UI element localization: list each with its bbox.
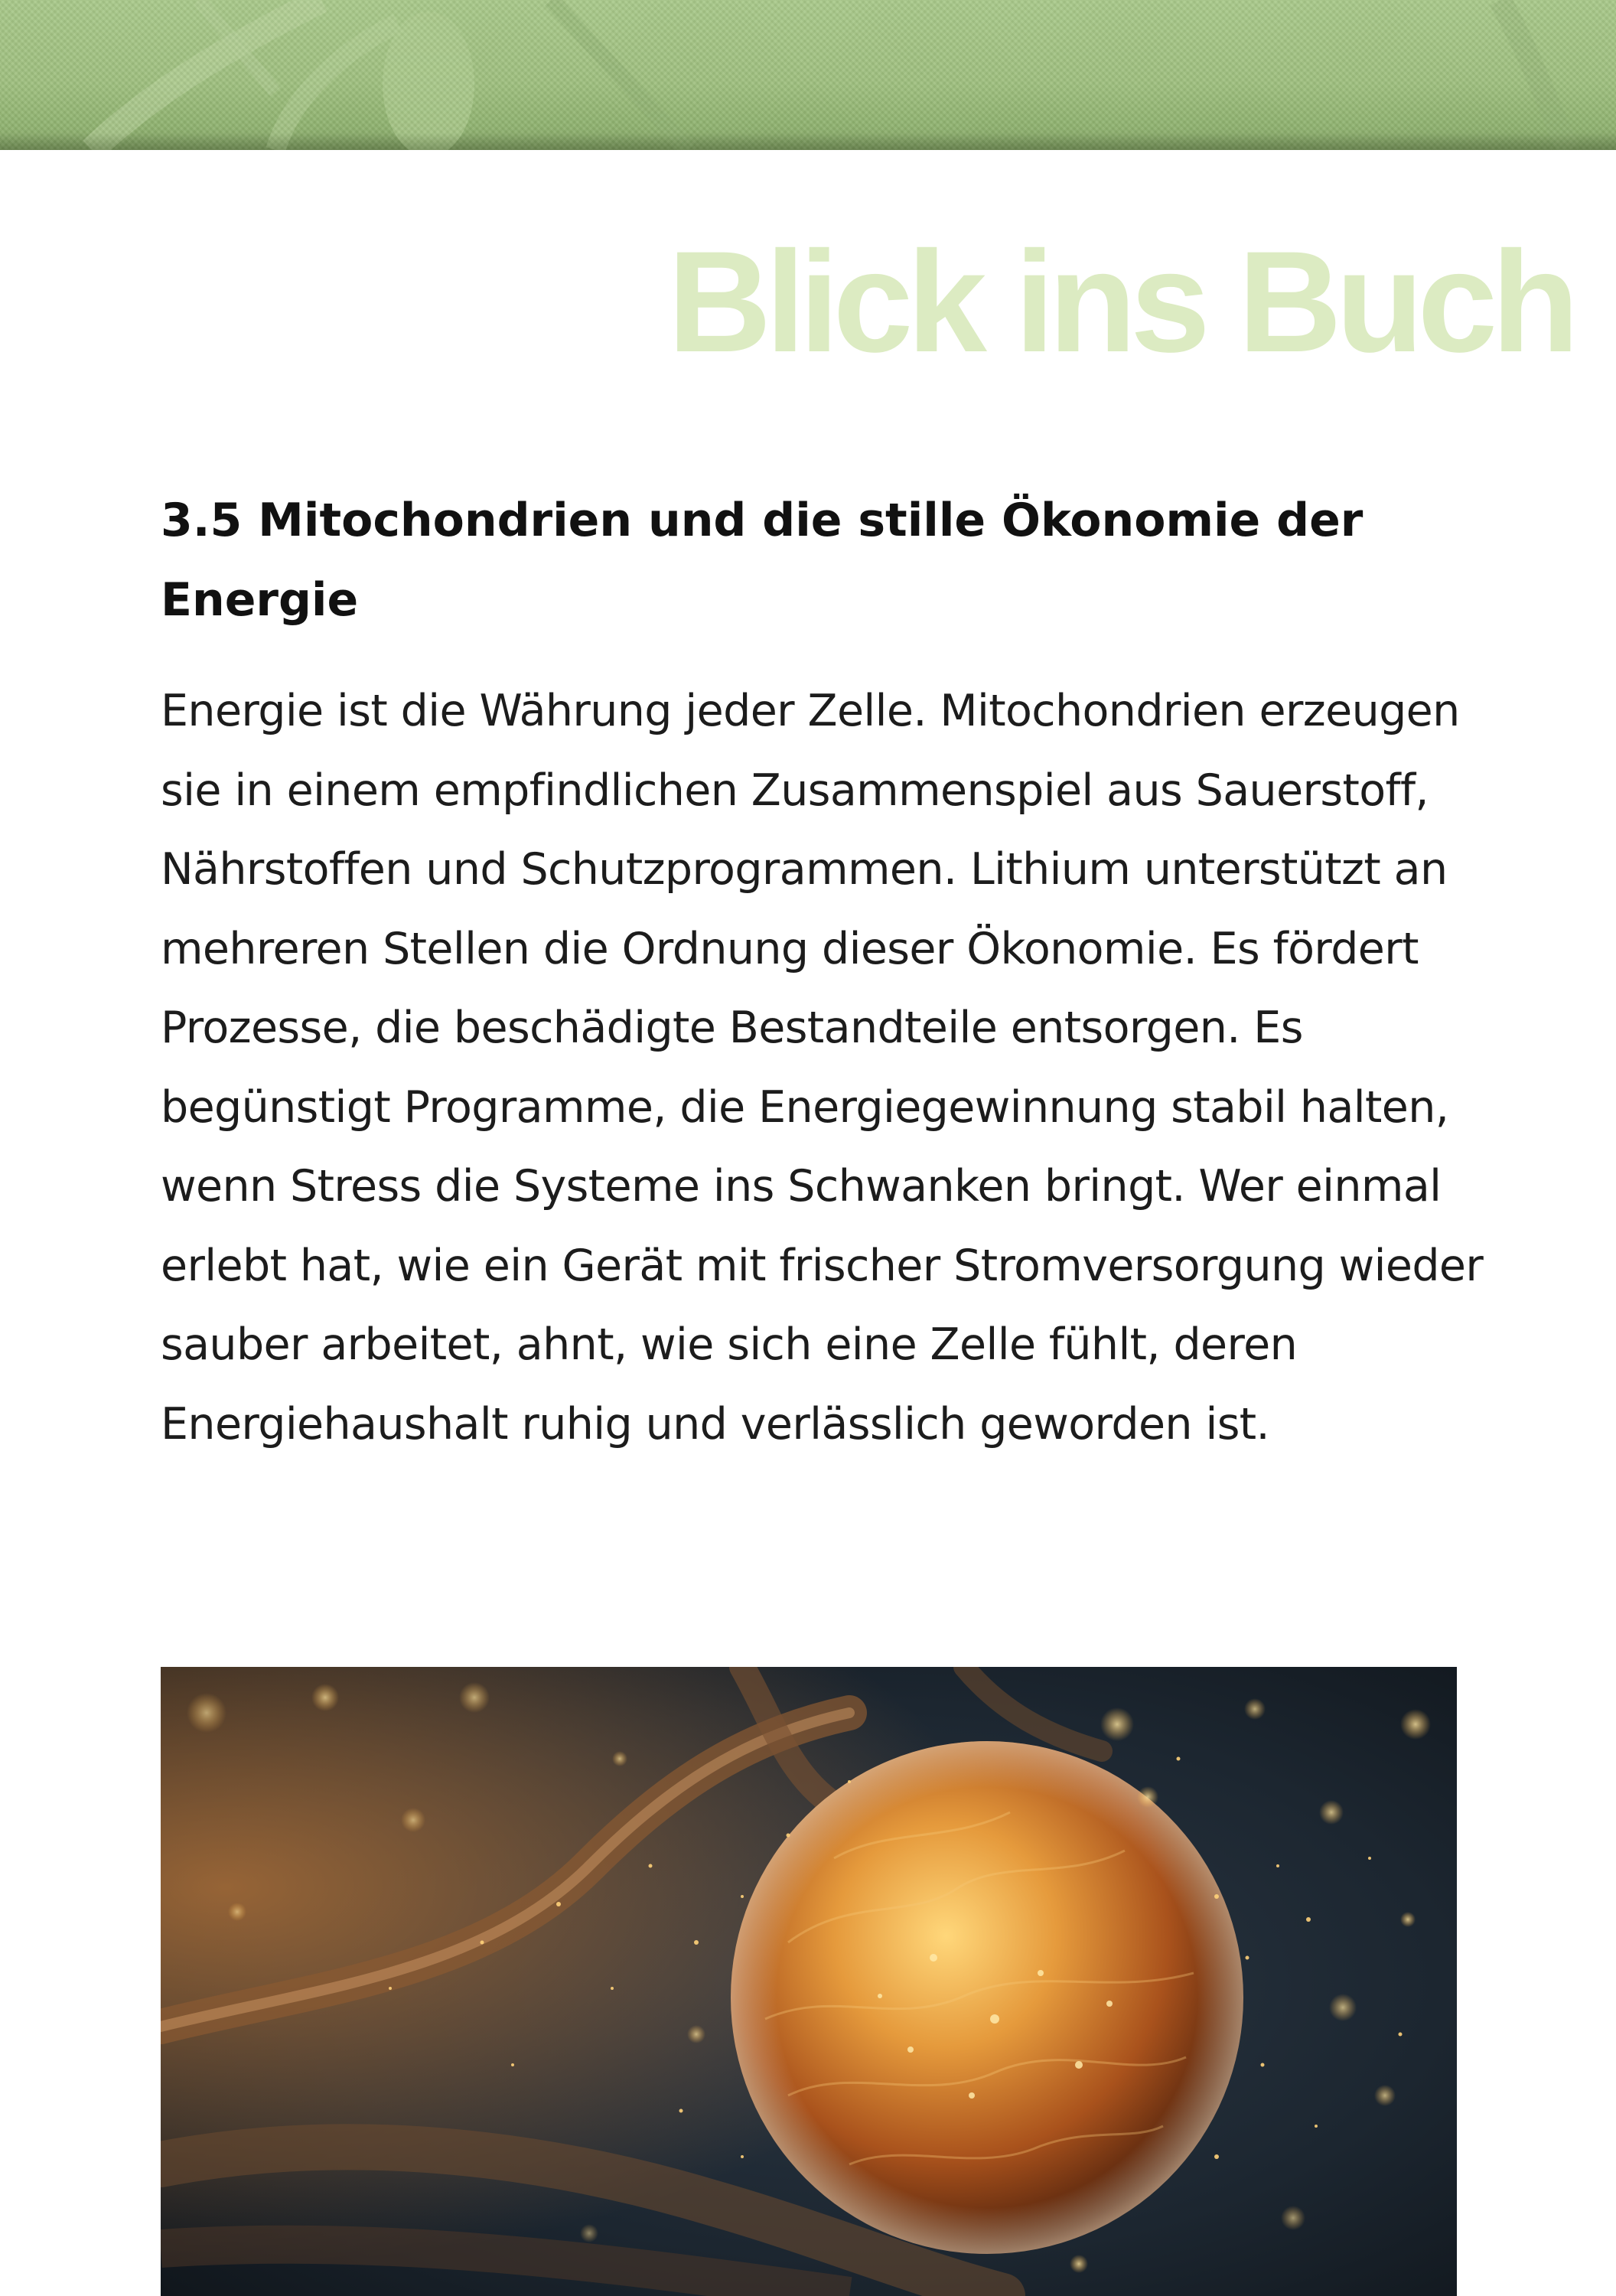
header-banner — [0, 0, 1616, 150]
chapter-body-text: Energie ist die Währung jeder Zelle. Mitochondrien erzeugen sie in einem empfindlichen Zusammenspiel aus Sauerstoff, Nährstoffen und Schutzprogrammen. Lithium unterstützt an mehreren Stellen die Ordnung dieser Ökonomie. Es fördert Prozesse, die beschädigte Bestandteile entsorgen. Es begünstigt Programme, die Energiegewinnung stabil halten, wenn Stress die Systeme ins Schwanken bringt. Wer einmal erlebt hat, wie ein Gerät mit frischer Stromversorgung wieder sauber arbeitet, ahnt, wie sich eine Zelle fühlt, deren Energiehaushalt ruhig und verlässlich geworden ist. — [161, 686, 1484, 1450]
banner-shadow — [0, 133, 1616, 150]
glowing-cell-icon — [161, 1667, 1457, 2296]
chapter-heading: 3.5 Mitochondrien und die stille Ökonomie der Energie — [161, 494, 1364, 627]
brand-title: Blick ins Buch — [667, 221, 1573, 382]
cell-illustration — [161, 1667, 1457, 2296]
banner-texture — [0, 0, 1616, 150]
